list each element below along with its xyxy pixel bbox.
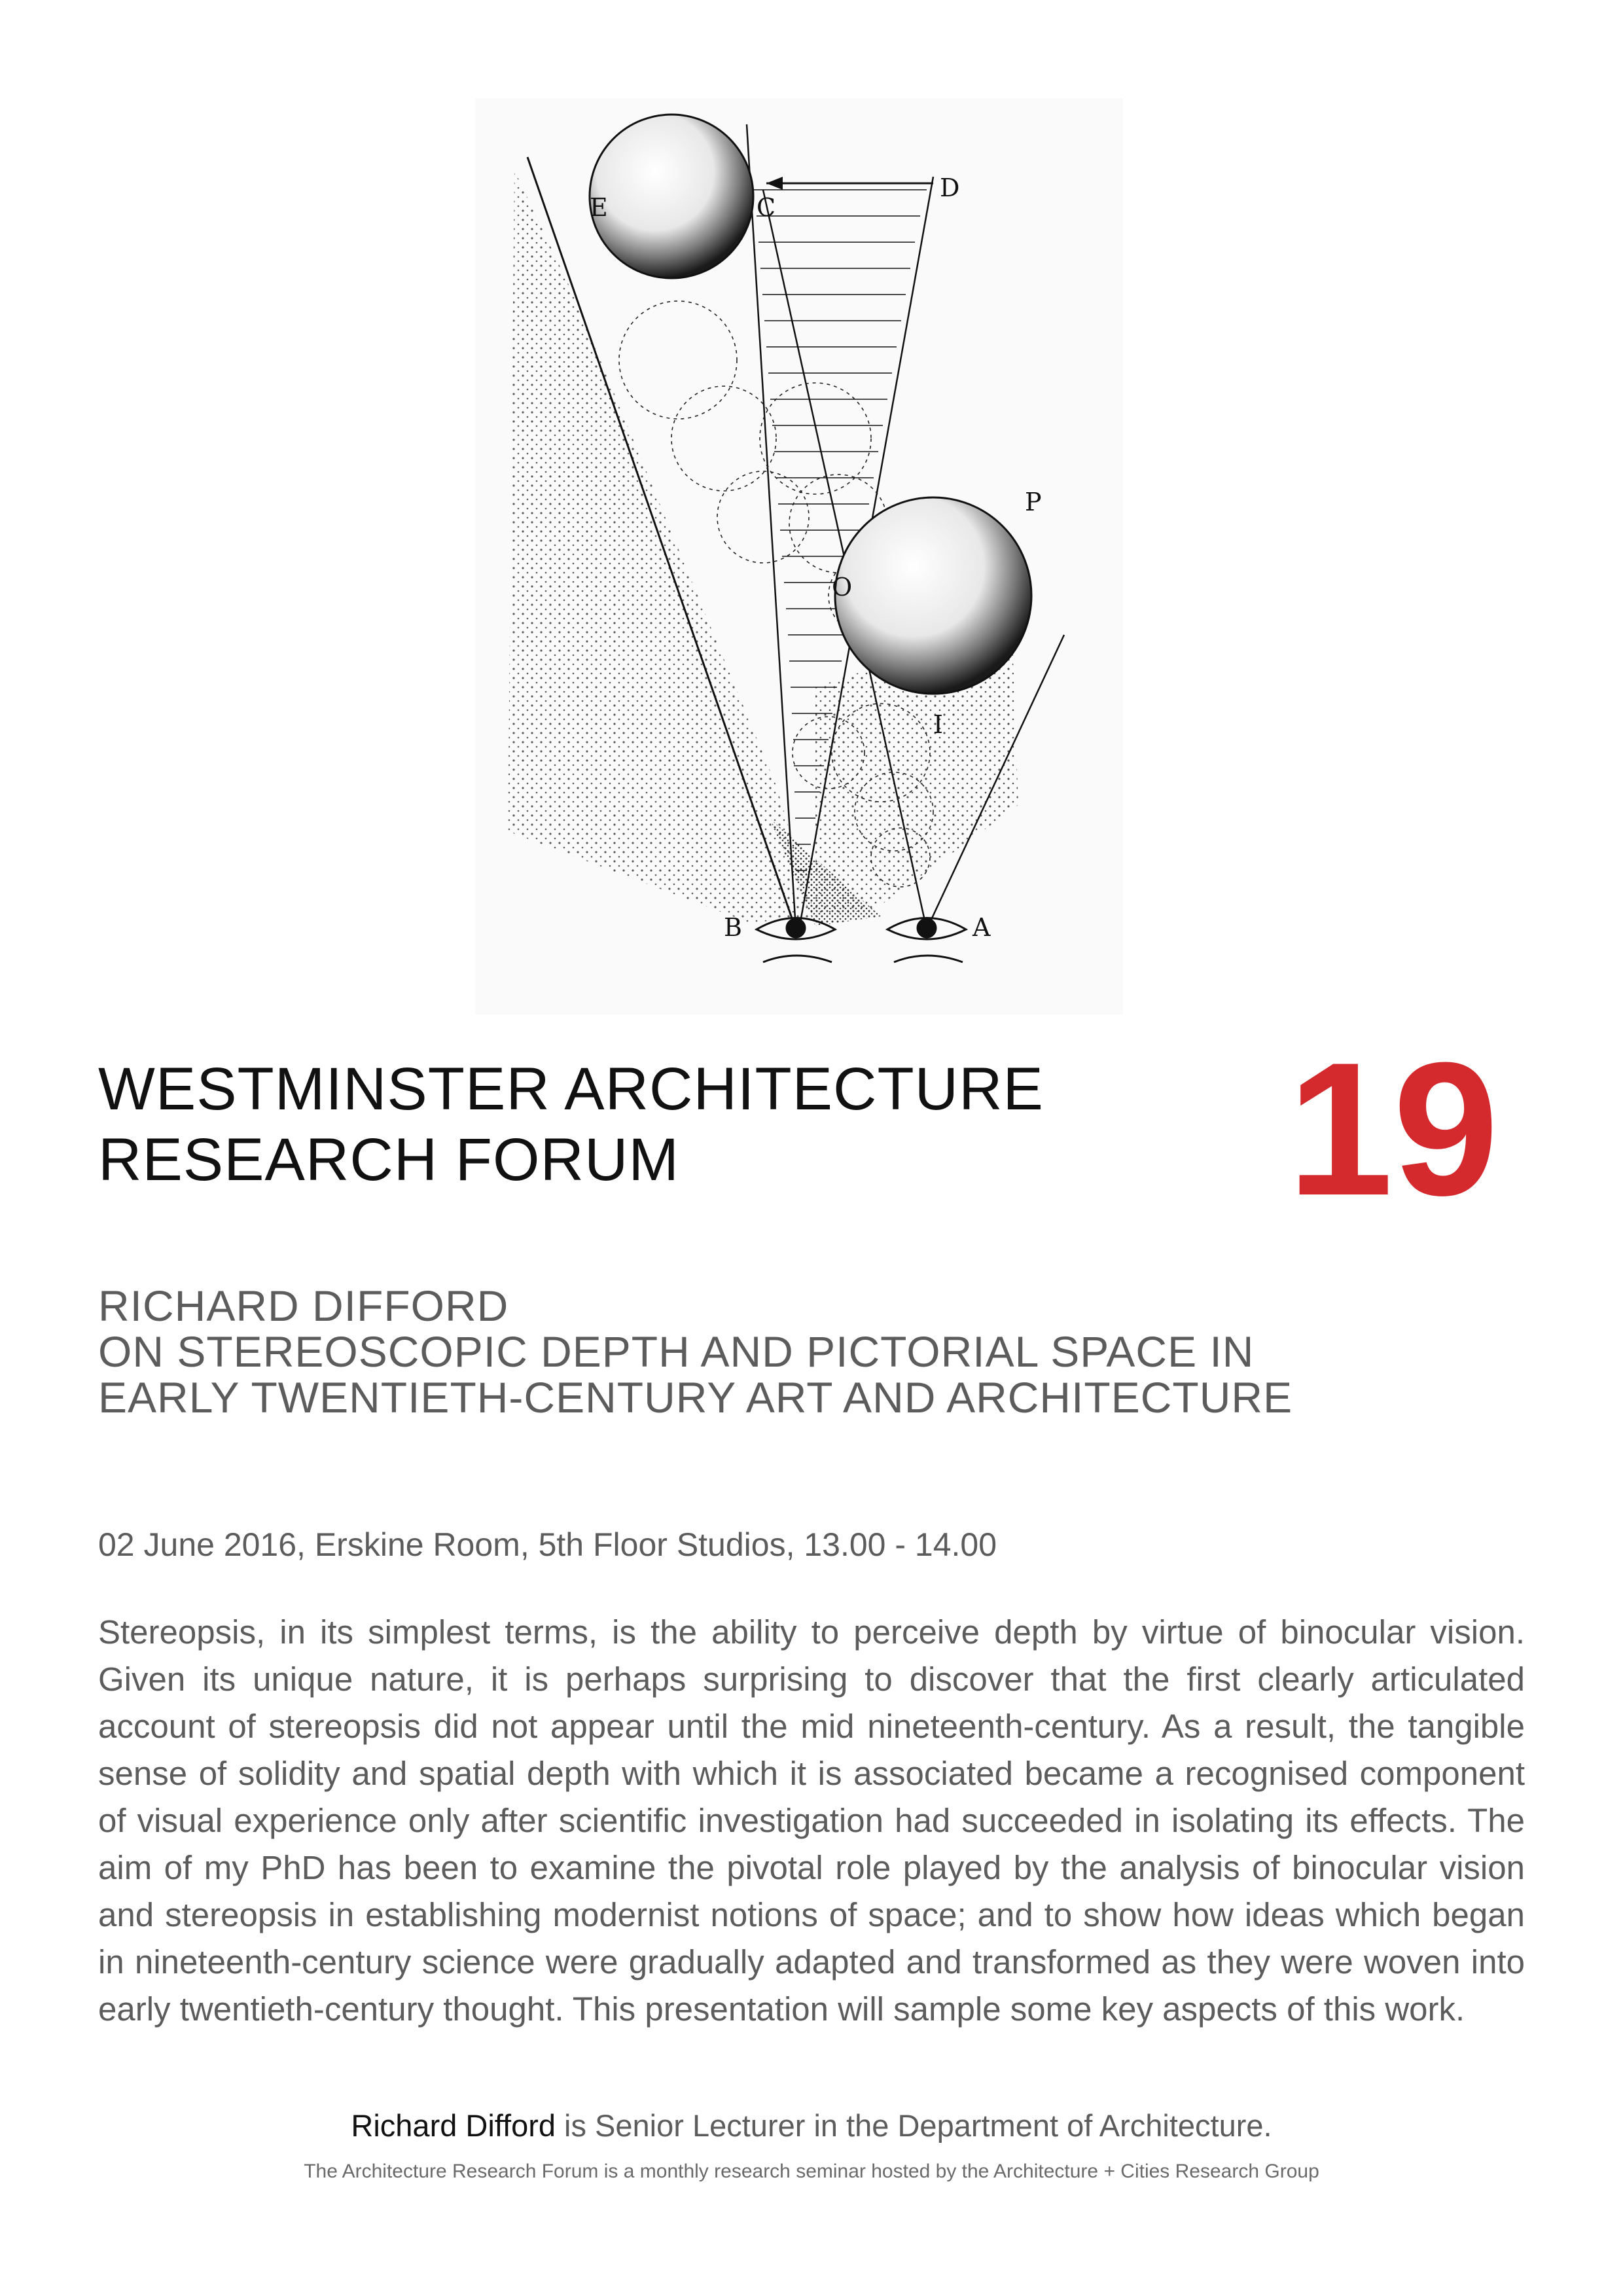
label-i: I: [933, 710, 944, 739]
forum-title-line2: RESEARCH FORUM: [98, 1126, 680, 1193]
stereopsis-engraving: [475, 98, 1123, 1014]
sphere-p: [835, 497, 1031, 694]
forum-title-line1: WESTMINSTER ARCHITECTURE: [98, 1056, 1044, 1122]
stipple-left-region: [508, 170, 815, 923]
engraving-svg: [475, 98, 1123, 1014]
bio-name: Richard Difford: [351, 2108, 556, 2143]
sphere-e: [590, 115, 753, 278]
label-e: E: [590, 193, 608, 222]
eye-b: [757, 918, 835, 963]
abstract-text: Stereopsis, in its simplest terms, is the ability to perceive depth by virtue of binocular vision. Given its unique nature, it is perhaps surprising to discover that the first clearly articulated account of stereopsis did not appear until the mid nineteenth-century. As a result, the tangible sense of solidity and spatial depth with which it is associated became a recognised component of visual experience only after scientific investigation had succeeded in isolating its effects. The aim of my PhD has been to examine the pivotal role played by the analysis of binocular vision and stereopsis in establishing modernist notions of space; and to show how ideas which began in nineteenth-century science were gradually adapted and transformed as they were woven into early twentieth-century thought. This presentation will sample some key aspects of this work.: [98, 1613, 1525, 2028]
event-details: 02 June 2016, Erskine Room, 5th Floor Studios, 13.00 - 14.00: [98, 1526, 997, 1563]
bio-text: is Senior Lecturer in the Department of Architecture.: [556, 2108, 1272, 2143]
label-p: P: [1025, 488, 1042, 516]
label-a: A: [972, 913, 991, 942]
forum-title: [98, 1054, 1044, 1195]
speaker-name: RICHARD DIFFORD: [98, 1282, 509, 1330]
talk-title-line1: ON STEREOSCOPIC DEPTH AND PICTORIAL SPACE IN: [98, 1327, 1255, 1376]
eye-a: [887, 918, 966, 963]
talk-title-line2: EARLY TWENTIETH-CENTURY ART AND ARCHITECTURE: [98, 1373, 1293, 1422]
speaker-bio: [0, 2106, 1623, 2145]
label-c: C: [757, 193, 776, 222]
footer-note: The Architecture Research Forum is a monthly research seminar hosted by the Architecture + Cities Research Group: [304, 2161, 1319, 2182]
forum-issue-number: 19: [1287, 1023, 1499, 1235]
label-d: D: [940, 173, 960, 202]
label-b: B: [724, 913, 742, 942]
label-o: O: [832, 573, 853, 601]
arrow-cd-head: [766, 177, 783, 190]
talk-title: [98, 1329, 1293, 1420]
